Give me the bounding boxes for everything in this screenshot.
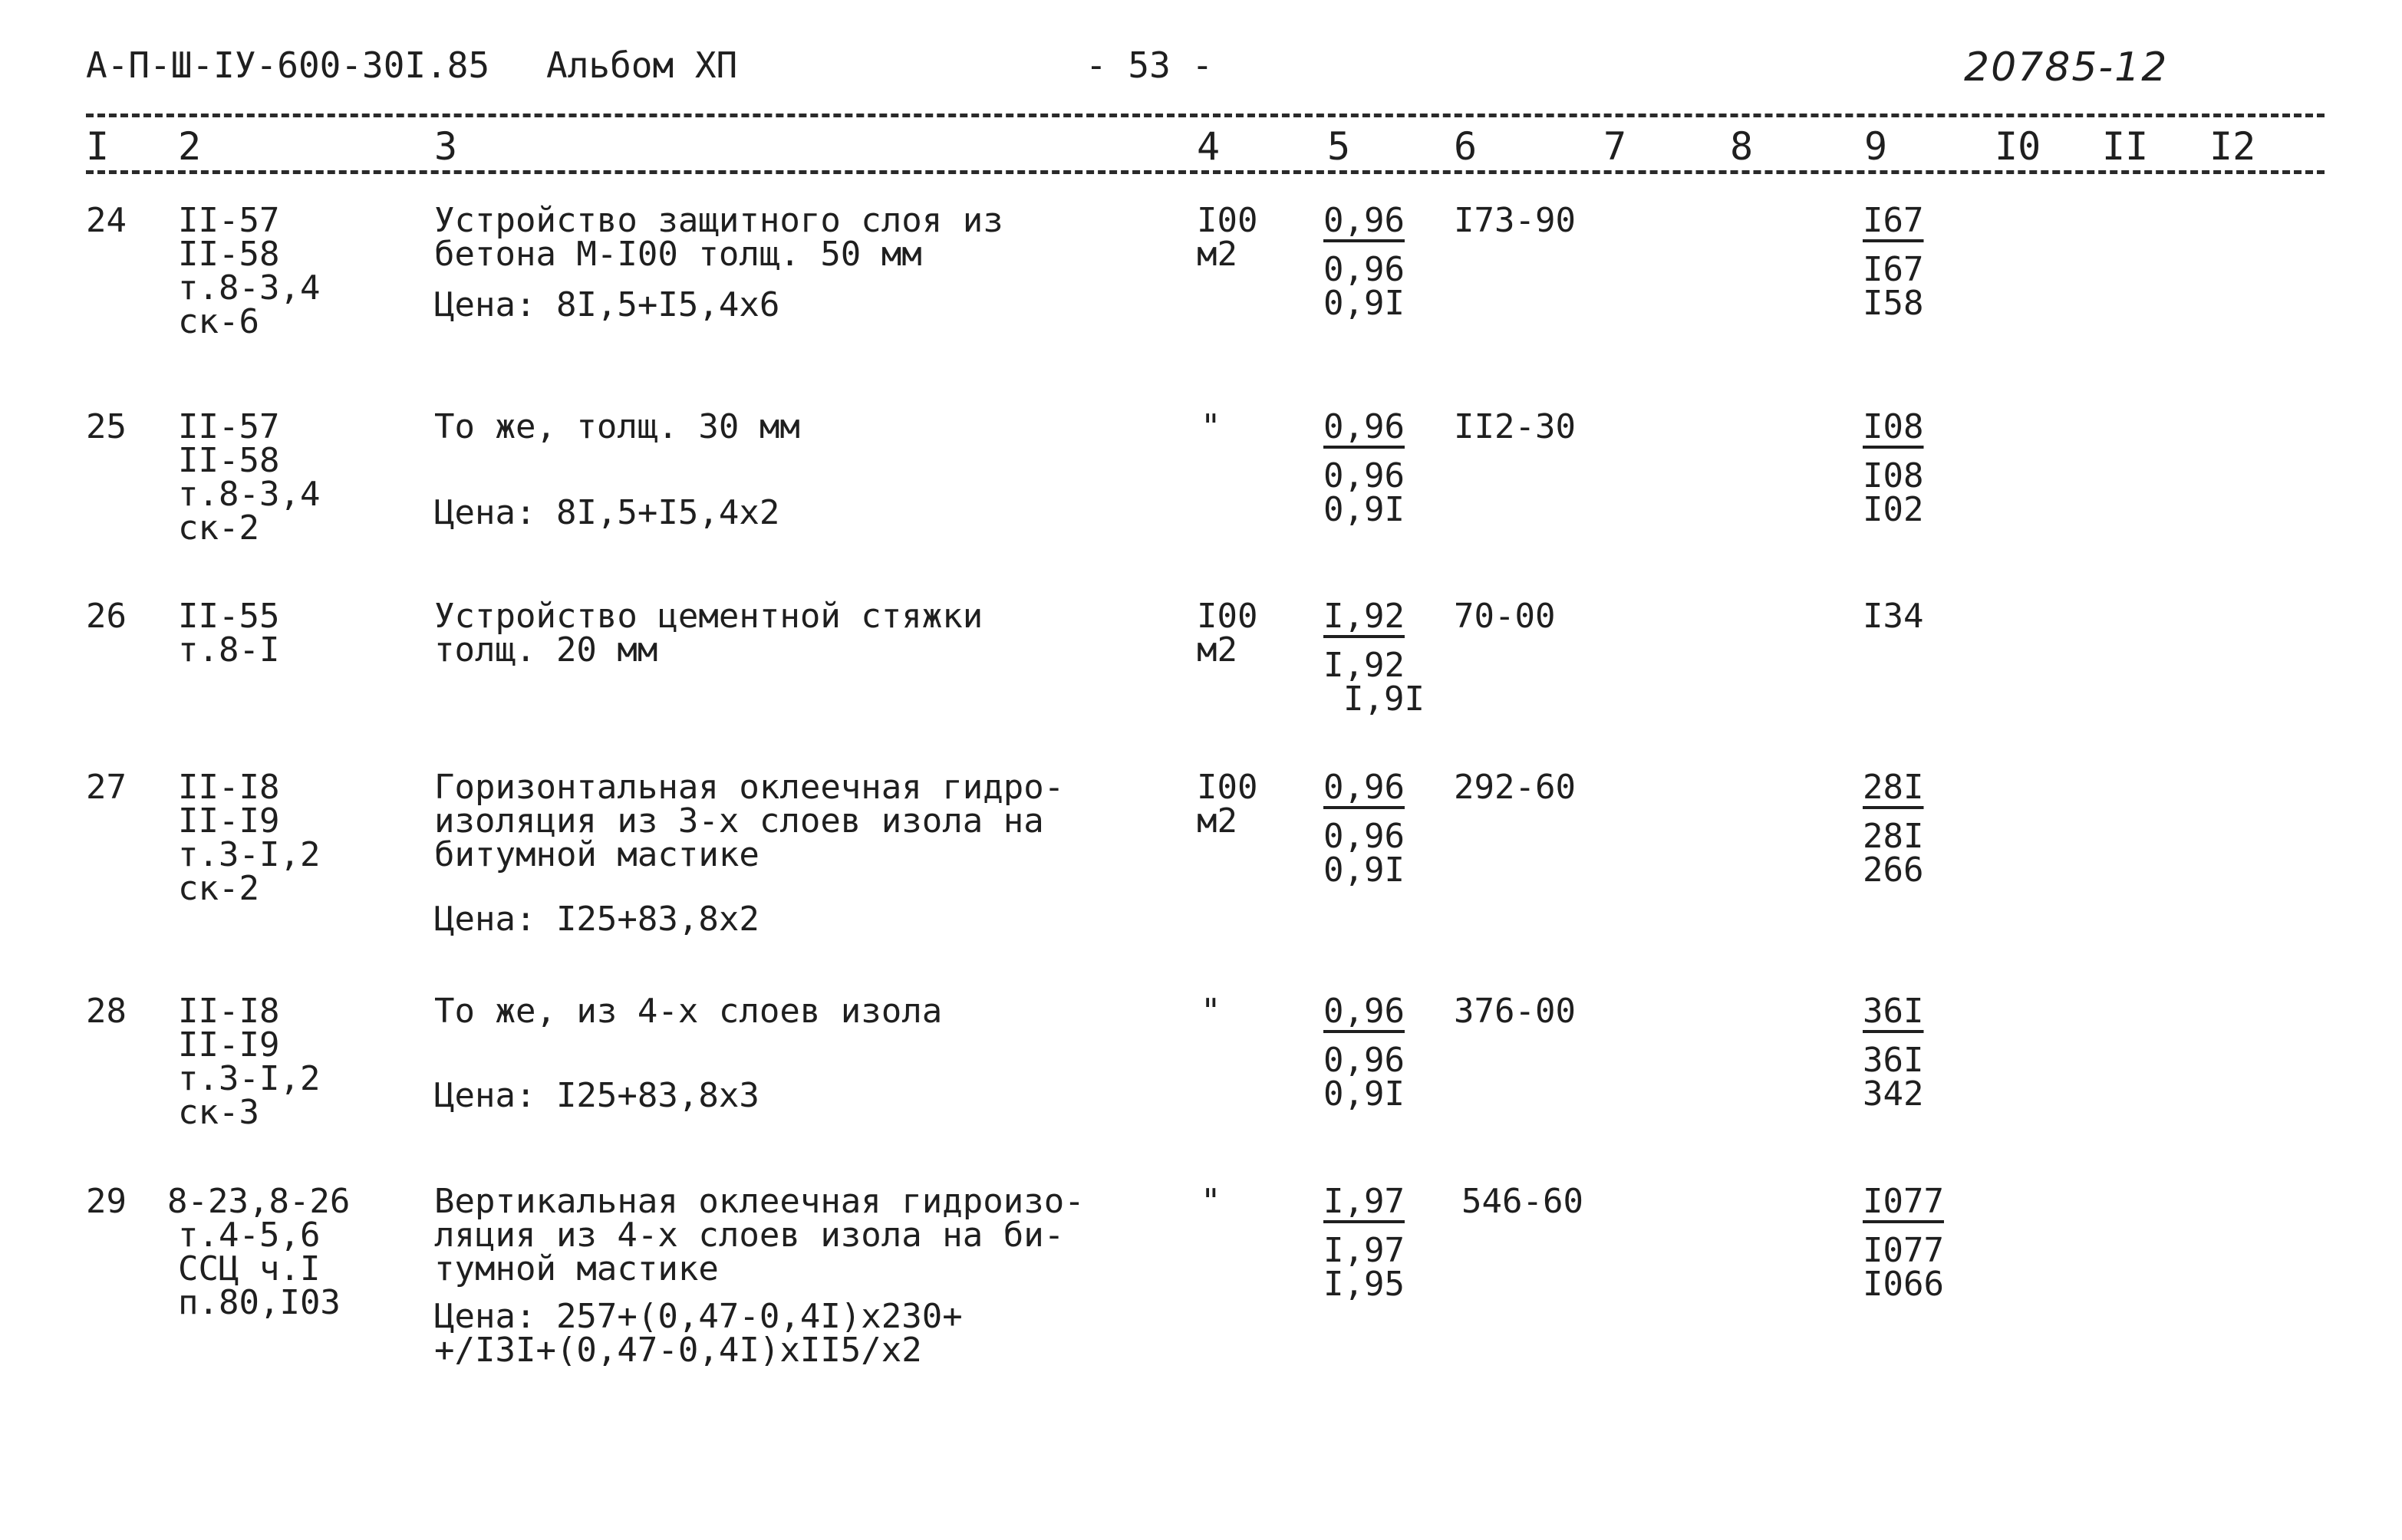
row-description: Устройство цементной стяжки толщ. 20 мм (434, 597, 984, 670)
col-header-5: 5 (1327, 124, 1351, 169)
stamp-number: 20785-12 (1964, 44, 2169, 90)
col-header-10: I0 (1995, 124, 2041, 169)
row-col5: 0,96 0,96 0,9I (1323, 992, 1405, 1114)
row-description: То же, толщ. 30 мм (434, 407, 800, 446)
row-col9: I077 I077 I066 (1863, 1182, 1944, 1304)
row-col6: 376-00 (1454, 992, 1576, 1031)
row-col5: I,97 I,97 I,95 (1323, 1182, 1405, 1304)
row-col9: 36I 36I 342 (1863, 992, 1924, 1114)
row-price: Цена: 257+(0,47-0,4I)х230+ +/I3I+(0,47-0,4I)хII5/х2 (434, 1297, 963, 1370)
row-col6: II2-30 (1454, 407, 1576, 446)
col-header-12: I2 (2209, 124, 2256, 169)
col-header-3: 3 (434, 124, 458, 169)
row-col5: 0,96 0,96 0,9I (1323, 768, 1405, 890)
row-number: 27 (86, 768, 127, 807)
row-unit: " (1201, 992, 1221, 1031)
row-col6: I73-90 (1454, 201, 1576, 240)
row-col9: I08 I08 I02 (1863, 407, 1924, 529)
row-col9: 28I 28I 266 (1863, 768, 1924, 890)
page-number: - 53 - (1086, 44, 1214, 86)
col-header-4: 4 (1197, 124, 1221, 169)
row-col9: I67 I67 I58 (1863, 201, 1924, 323)
row-codes: II-I8 II-I9 т.3-I,2 ск-3 (178, 992, 321, 1132)
row-number: 29 (86, 1182, 127, 1221)
col-header-11: II (2102, 124, 2149, 169)
document-code: А-П-Ш-IУ-600-30I.85 (86, 44, 490, 86)
col-header-1: I (86, 124, 110, 169)
album-label: Альбом ХП (546, 44, 738, 86)
row-unit: I00 м2 (1197, 597, 1258, 670)
header-divider-bottom (86, 170, 2325, 174)
row-unit: " (1201, 1182, 1221, 1221)
row-col6: 70-00 (1454, 597, 1556, 636)
row-codes: II-57 II-58 т.8-3,4 ск-6 (178, 201, 321, 341)
row-unit: " (1201, 407, 1221, 446)
col-header-6: 6 (1454, 124, 1478, 169)
row-col9: I34 (1863, 597, 1924, 636)
row-unit: I00 м2 (1197, 201, 1258, 274)
row-number: 28 (86, 992, 127, 1031)
row-col6: 292-60 (1454, 768, 1576, 807)
row-unit: I00 м2 (1197, 768, 1258, 841)
row-description: Горизонтальная оклеечная гидро- изоляция из 3-х слоев изола на битумной мастике (434, 768, 1065, 874)
row-col5: 0,96 0,96 0,9I (1323, 407, 1405, 529)
row-description: Устройство защитного слоя из бетона М-I00 толщ. 50 мм (434, 201, 1003, 274)
col-header-8: 8 (1730, 124, 1754, 169)
row-price: Цена: 8I,5+I5,4х2 (434, 493, 780, 532)
row-price: Цена: 8I,5+I5,4х6 (434, 285, 780, 324)
row-price: Цена: I25+83,8х3 (434, 1076, 759, 1115)
header-divider-top (86, 114, 2325, 117)
row-description: То же, из 4-х слоев изола (434, 992, 943, 1031)
row-number: 25 (86, 407, 127, 446)
row-description: Вертикальная оклеечная гидроизо- ляция из 4-х слоев изола на би- тумной мастике (434, 1182, 1085, 1288)
col-header-9: 9 (1864, 124, 1888, 169)
row-col5: I,92 I,92 I,9I (1323, 597, 1425, 719)
row-number: 26 (86, 597, 127, 636)
row-price: Цена: I25+83,8х2 (434, 900, 759, 939)
row-number: 24 (86, 201, 127, 240)
row-col5: 0,96 0,96 0,9I (1323, 201, 1405, 323)
row-codes: II-57 II-58 т.8-3,4 ск-2 (178, 407, 321, 548)
col-header-7: 7 (1603, 124, 1627, 169)
col-header-2: 2 (178, 124, 202, 169)
row-col6: 546-60 (1461, 1182, 1583, 1221)
row-codes: II-I8 II-I9 т.3-I,2 ск-2 (178, 768, 321, 908)
row-codes: II-55 т.8-I (178, 597, 280, 670)
row-codes: 8-23,8-26 т.4-5,6 ССЦ ч.I п.80,I03 (167, 1182, 351, 1322)
